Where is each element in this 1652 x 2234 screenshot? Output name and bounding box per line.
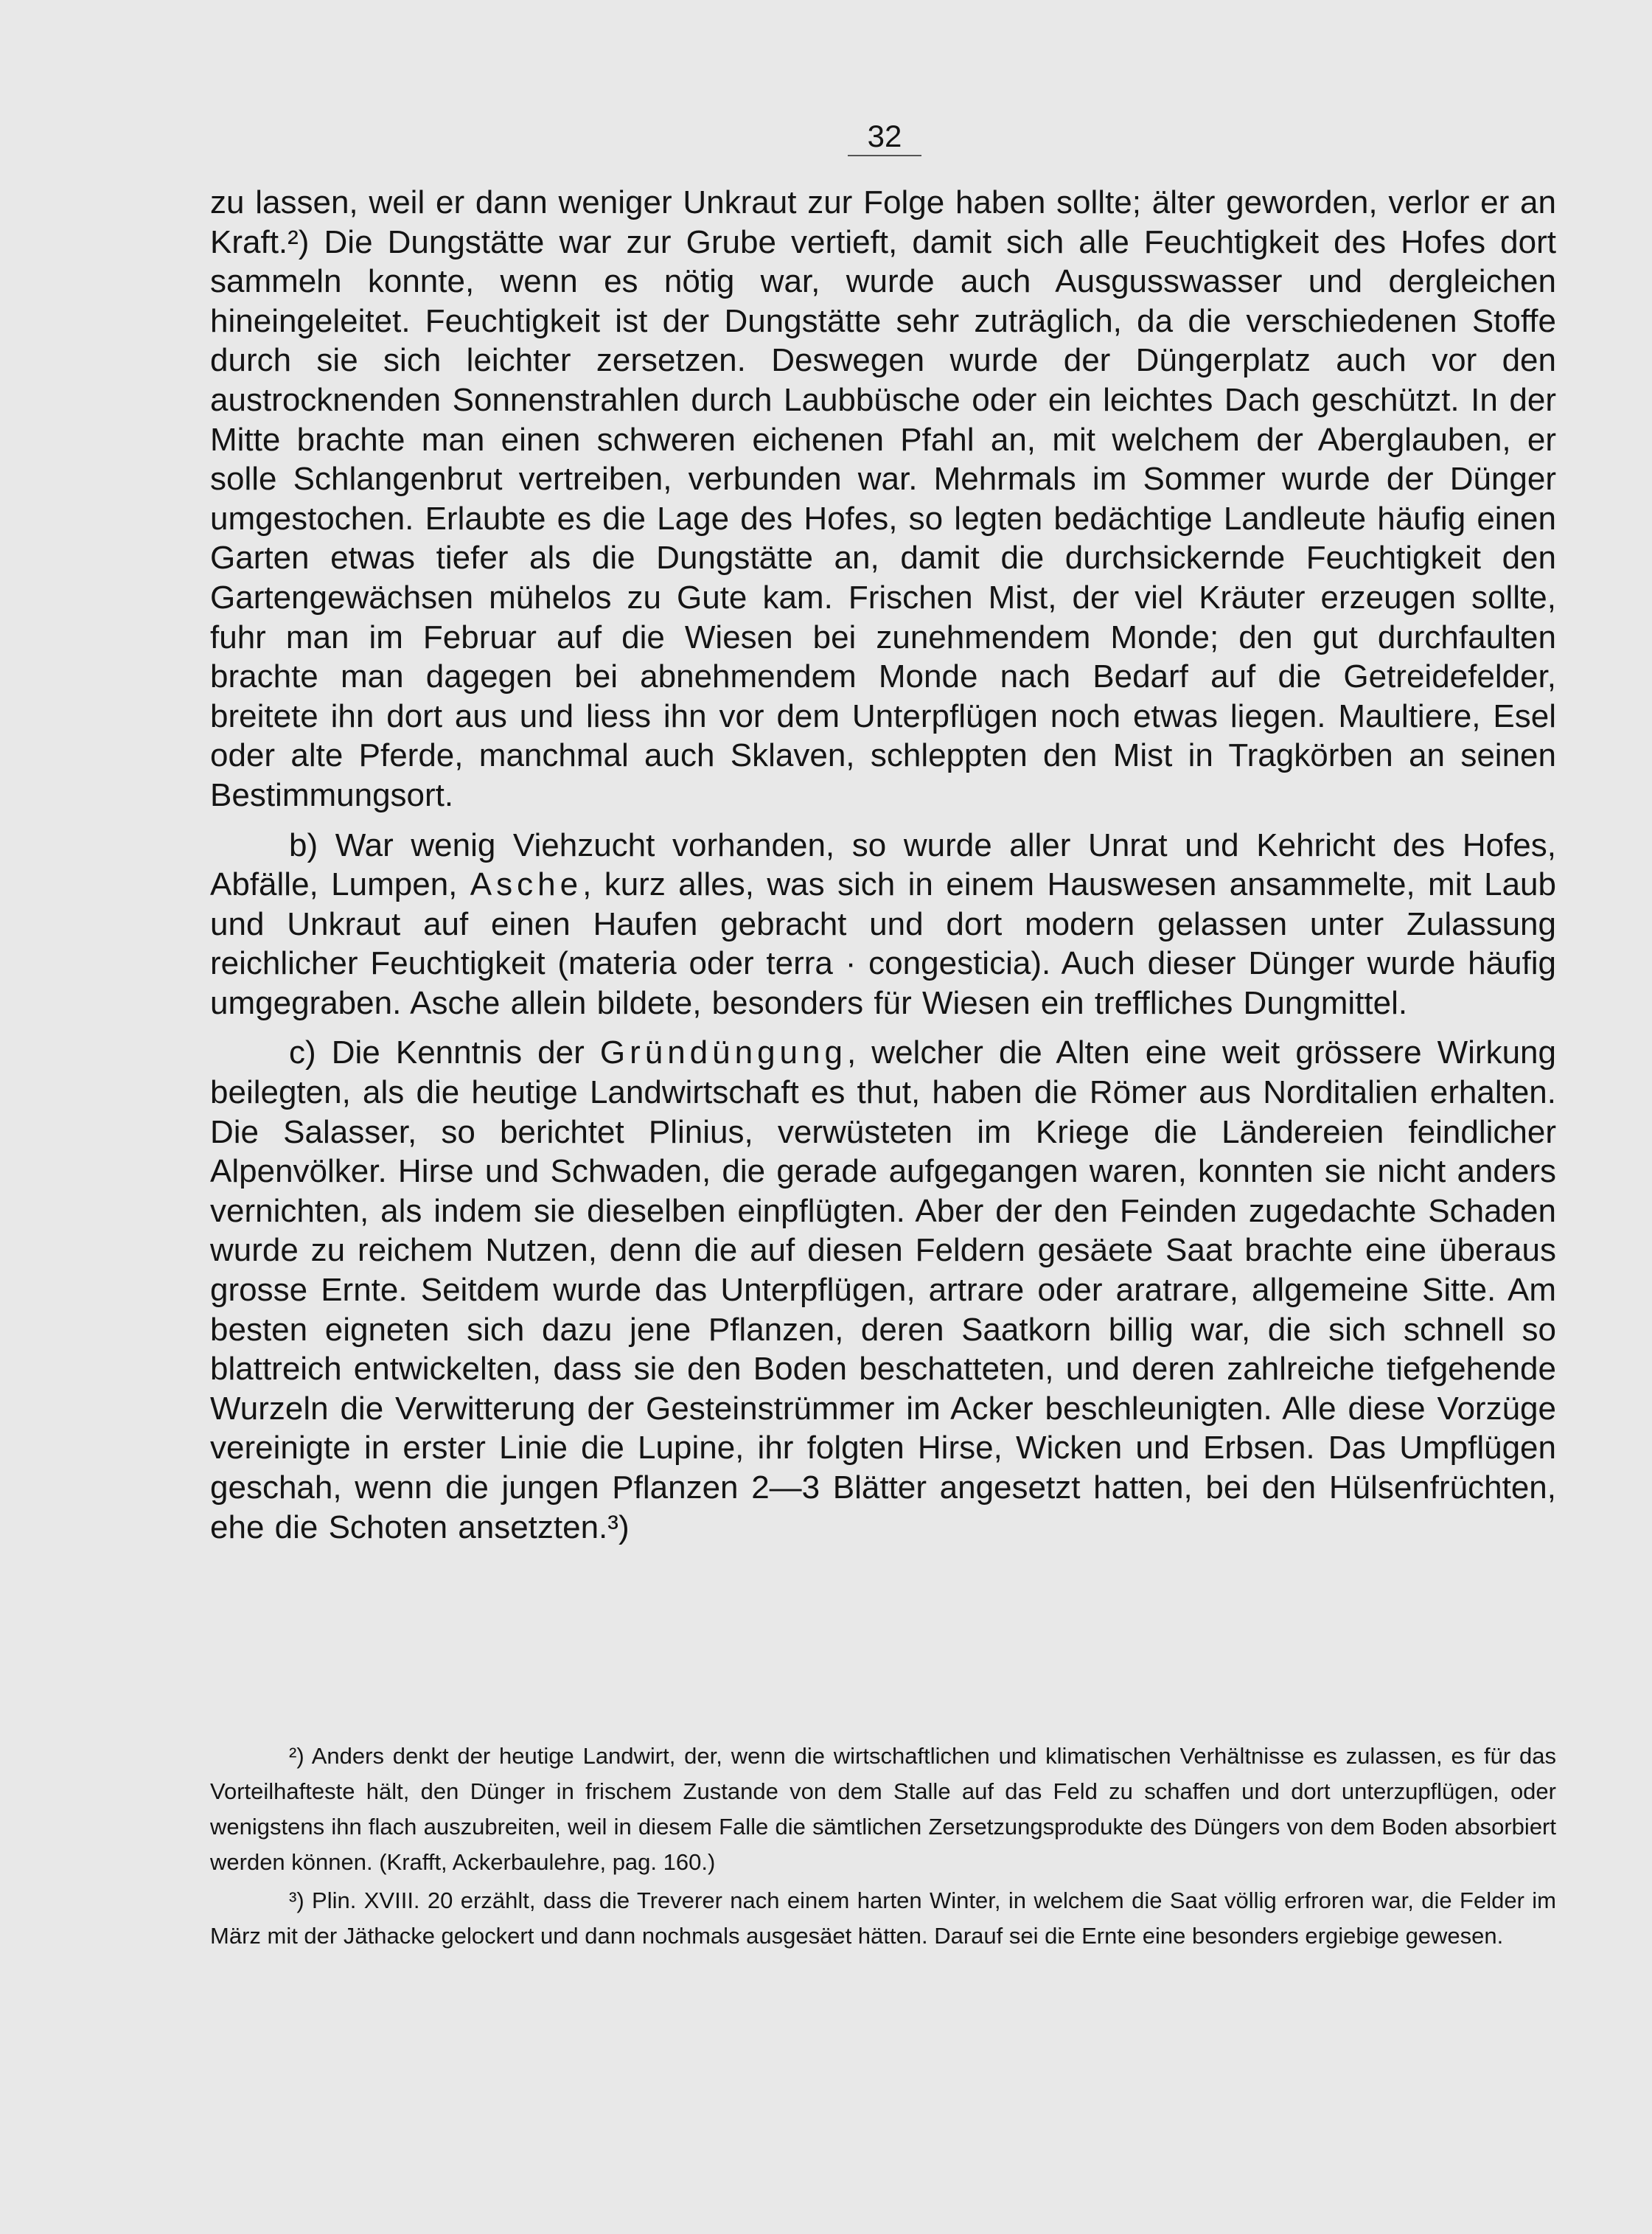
paragraph-c-emphasis: Gründüngung xyxy=(599,1034,847,1071)
footnote-3: ³) Plin. XVIII. 20 erzählt, dass die Treverer nach einem harten Winter, in welchem die Saat völlig erfroren war, die Felder im März mit der Jäthacke gelockert und dann nochmals ausgesäet hätten. Darauf sei die Ernte eine besonders ergiebige gewesen. xyxy=(210,1887,1556,1949)
paragraph-b-emphasis: Asche xyxy=(470,866,583,903)
footnote-2: ²) Anders denkt der heutige Landwirt, der, wenn die wirtschaftlichen und klimatischen Verhältnisse es zulassen, es für das Vorteilhafteste hält, den Dünger in frischem Zustande von dem Stalle auf das Feld zu schaffen und dort unterzupflügen, oder wenigstens ihn flach auszubreiten, weil in diesem Falle die sämtlichen Zersetzungsprodukte des Düngers von dem Boden absorbiert werden können. (Krafft, Ackerbaulehre, pag. 160.) xyxy=(210,1743,1556,1875)
footnotes xyxy=(210,1739,1556,1954)
paragraph-continuation: zu lassen, weil er dann weniger Unkraut zur Folge haben sollte; älter geworden, verlor er an Kraft.²) Die Dungstätte war zur Grube vertieft, damit sich alle Feuchtigkeit des Hofes dort sammeln konnte, wenn es nötig war, wurde auch Ausgusswasser und dergleichen hineingeleitet. Feuchtigkeit ist der Dungstätte sehr zuträglich, da die verschiedenen Stoffe durch sie sich leichter zersetzen. Deswegen wurde der Düngerplatz auch vor den austrocknenden Sonnenstrahlen durch Laubbüsche oder ein leichtes Dach geschützt. In der Mitte brachte man einen schweren eichenen Pfahl an, mit welchem der Aberglauben, er solle Schlangenbrut vertreiben, verbunden war. Mehrmals im Sommer wurde der Dünger umgestochen. Erlaubte es die Lage des Hofes, so legten bedächtige Landleute häufig einen Garten etwas tiefer als die Dungstätte an, damit die durchsickernde Feuchtigkeit den Gartengewächsen mühelos zu Gute kam. Frischen Mist, der viel Kräuter erzeugen sollte, fuhr man im Februar auf die Wiesen bei zunehmendem Monde; den gut durchfaulten brachte man dagegen bei abnehmendem Monde nach Bedarf auf die Getreidefelder, breitete ihn dort aus und liess ihn vor dem Unterpflügen noch etwas liegen. Maultiere, Esel oder alte Pferde, manchmal auch Sklaven, schleppten den Mist in Tragkörben an seinen Bestimmungsort. xyxy=(210,184,1556,813)
page-number-rule xyxy=(848,155,921,156)
page-number: 32 xyxy=(867,119,902,153)
body-text xyxy=(210,183,1556,1547)
paragraph-c xyxy=(210,1033,1556,1547)
paragraph-b-text: b) War wenig Viehzucht vorhanden, so wurde aller Unrat und Kehricht des Hofes, Abfälle, Lumpen, xyxy=(210,827,1556,903)
paragraph-b-text-end: , kurz alles, was sich in einem Hauswesen ansammelte, mit Laub und Unkraut auf einen Haufen gebracht und dort modern gelassen unter Zulassung reichlicher Feuchtigkeit (materia oder terra · congesticia). Auch dieser Dünger wurde häufig umgegraben. Asche allein bildete, besonders für Wiesen ein treffliches Dungmittel. xyxy=(210,866,1556,1021)
paragraph-c-text-end: , welcher die Alten eine weit grössere Wirkung beilegten, als die heutige Landwirtschaft es thut, haben die Römer aus Norditalien erhalten. Die Salasser, so berichtet Plinius, verwüsteten im Kriege die Ländereien feindlicher Alpenvölker. Hirse und Schwaden, die gerade aufgegangen waren, konnten sie nicht anders vernichten, als indem sie dieselben einpflügten. Aber der den Feinden zugedachte Schaden wurde zu reichem Nutzen, denn die auf diesen Feldern gesäete Saat brachte eine überaus grosse Ernte. Seitdem wurde das Unterpflügen, artrare oder aratrare, allgemeine Sitte. Am besten eigneten sich dazu jene Pflanzen, deren Saatkorn billig war, die sich schnell so blattreich entwickelten, dass sie den Boden beschatteten, und deren zahlreiche tiefgehende Wurzeln die Verwitterung der Gesteinstrümmer im Acker beschleunigten. Alle diese Vorzüge vereinigte in erster Linie die Lupine, ihr folgten Hirse, Wicken und Erbsen. Das Umpflügen geschah, wenn die jungen Pflanzen 2—3 Blätter angesetzt hatten, bei den Hülsenfrüchten, ehe die Schoten ansetzten.³) xyxy=(210,1034,1557,1545)
paragraph-c-text: c) Die Kenntnis der xyxy=(289,1034,600,1071)
paragraph-b xyxy=(210,826,1556,1023)
